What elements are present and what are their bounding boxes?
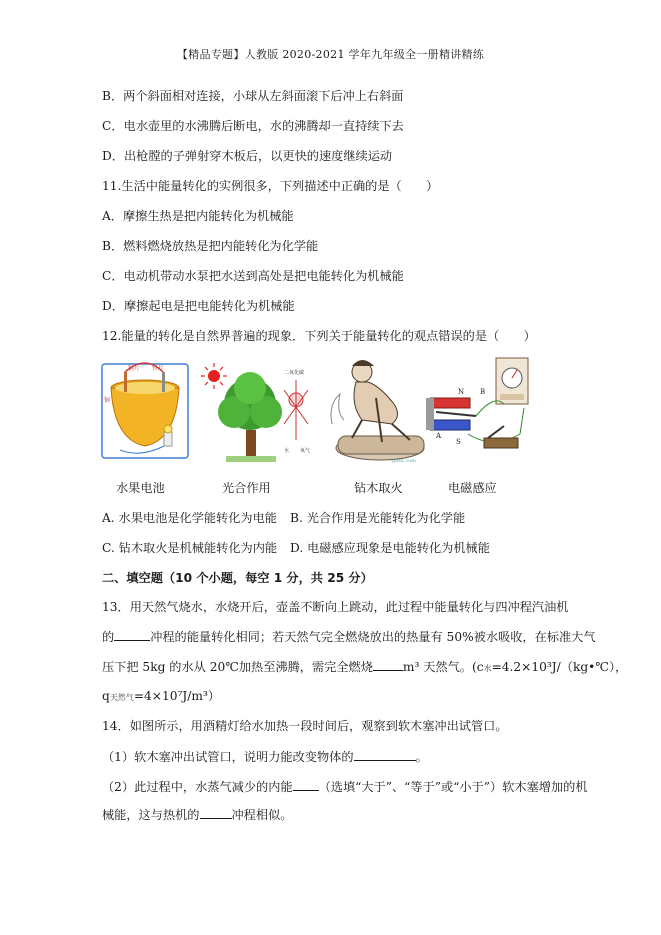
caption-photosynthesis: 光合作用 [222, 481, 271, 495]
q14-part-2-text: （2）此过程中，水蒸气减少的内能 [102, 780, 293, 794]
magnet-label-a: A [436, 432, 442, 440]
q14-blank-1[interactable] [354, 748, 416, 761]
q11-option-c: C．电动机带动水泵把水送到高处是把电能转化为机械能 [102, 269, 404, 283]
q12-stem: 12.能量的转化是自然界普遍的现象．下列关于能量转化的观点错误的是（ ） [102, 329, 536, 343]
caption-fire-drilling: 钻木取火 [354, 481, 403, 495]
q11-option-a: A．摩擦生热是把内能转化为机械能 [102, 209, 294, 223]
q14-blank-3[interactable] [200, 806, 232, 819]
photosynthesis-picture [200, 360, 318, 464]
electromagnetic-induction-picture [424, 354, 536, 466]
q11-option-b: B．燃料燃烧放热是把内能转化为化学能 [102, 239, 319, 253]
q13-q-value: =4×10⁷J/m³） [133, 689, 221, 703]
q13-q-subscript: 天然气 [109, 693, 134, 702]
fruit-label-side: 铜 [104, 397, 111, 404]
page-header: 【精品专题】人教版 2020-2021 学年九年级全一册精讲精练 [176, 48, 485, 61]
q14-part-3-end: 冲程相似。 [231, 808, 293, 822]
q12-option-d: D. 电磁感应现象是电能转化为机械能 [290, 541, 490, 555]
q14-part-3 [102, 806, 292, 823]
q14-part-2-end: （选填“大于”、“等于”或“小于”）软木塞增加的机 [318, 780, 588, 794]
q13-blank-stroke[interactable] [114, 628, 150, 641]
fruit-label-zinc: 锌片 [152, 365, 165, 372]
section-fill-in-title: 二、填空题（10 个小题，每空 1 分，共 25 分） [102, 571, 373, 585]
fruit-battery-picture [100, 358, 190, 466]
q11-stem: 11.生活中能量转化的实例很多，下列描述中正确的是（ ） [102, 179, 439, 193]
q14-blank-2[interactable] [293, 778, 319, 791]
q13-line-2 [102, 628, 596, 645]
caption-electromagnetic-induction: 电磁感应 [448, 481, 497, 495]
photo-label-co2: 二氧化碳 [284, 370, 305, 376]
magnet-label-s: S [456, 438, 461, 446]
q13-line-4 [102, 688, 220, 706]
q11-option-d: D．摩擦起电是把电能转化为机械能 [102, 299, 295, 313]
q10-option-c: C．电水壶里的水沸腾后断电，水的沸腾却一直持续下去 [102, 119, 404, 133]
q13-c-subscript: 水 [483, 664, 492, 673]
q12-option-b: B. 光合作用是光能转化为化学能 [290, 511, 466, 525]
q10-option-d: D．出枪膛的子弹射穿木板后，以更快的速度继续运动 [102, 149, 393, 163]
q14-part-1 [102, 748, 428, 765]
photo-label-water: 水 [284, 448, 290, 454]
q14-part-3-text: 械能，这与热机的 [102, 808, 200, 822]
q13-line-1: 13．用天然气烧水，水烧开后，壶盖不断向上跳动，此过程中能量转化与四冲程汽油机 [102, 600, 569, 614]
magnet-label-n: N [458, 388, 465, 396]
fruit-label-copper: 铜片 [128, 365, 141, 372]
q14-part-1-text: （1）软木塞冲出试管口，说明力能改变物体的 [102, 750, 354, 764]
q13-line-3-end: =4.2×10³J/（kg•℃）， [491, 660, 628, 674]
q13-line-3 [102, 658, 627, 677]
q14-part-1-end: 。 [415, 750, 428, 764]
q12-option-a: A. 水果电池是化学能转化为电能 [102, 511, 277, 525]
q14-stem: 14．如图所示，用酒精灯给水加热一段时间后，观察到软木塞冲出试管口。 [102, 719, 508, 733]
q13-line-3-unit: m³ 天然气。(c [402, 660, 484, 674]
caption-fruit-battery: 水果电池 [116, 481, 165, 495]
q12-option-c: C. 钻木取火是机械能转化为内能 [102, 541, 278, 555]
q13-line-2-start: 的 [102, 630, 115, 644]
q13-q-symbol: q [102, 689, 110, 703]
q10-option-b: B．两个斜面相对连接，小球从左斜面滚下后冲上右斜面 [102, 89, 404, 103]
fire-watermark: gkxx.com [392, 458, 417, 464]
fire-drilling-picture [322, 354, 432, 466]
photo-label-oxygen: 氧气 [300, 448, 311, 454]
magnet-label-b: B [480, 388, 486, 396]
q13-line-3-start: 压下把 5kg 的水从 20℃加热至沸腾，需完全燃烧 [102, 660, 373, 674]
q14-part-2 [102, 778, 588, 795]
q13-blank-volume[interactable] [373, 658, 403, 671]
q13-line-2-end: 冲程的能量转化相同；若天然气完全燃烧放出的热量有 50%被水吸收，在标准大气 [150, 630, 596, 644]
